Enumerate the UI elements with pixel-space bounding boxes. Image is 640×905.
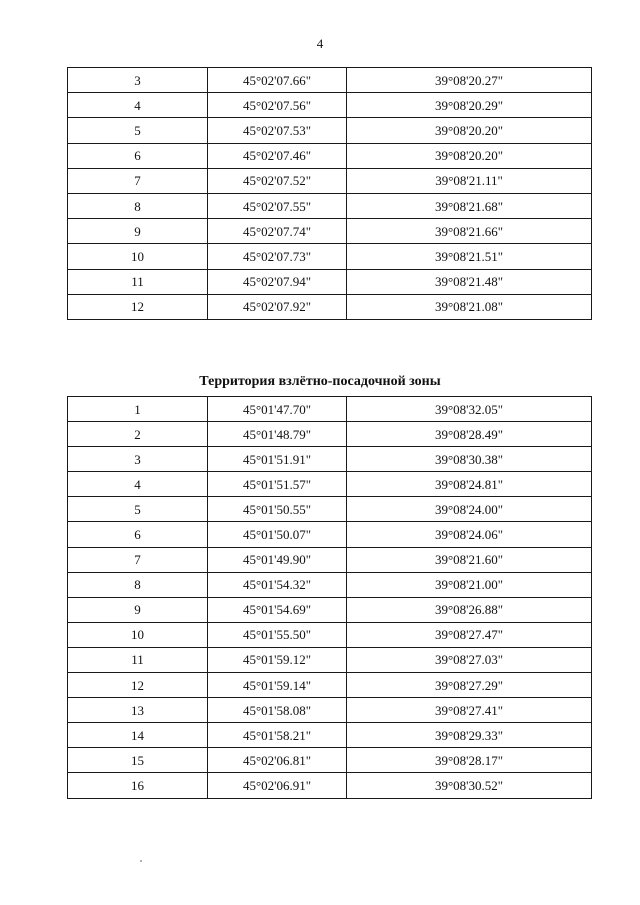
- scan-speck: [140, 860, 142, 862]
- latitude-cell: 45°01'48.79": [208, 422, 347, 447]
- point-number-cell: 5: [68, 497, 208, 522]
- point-number-cell: 5: [68, 118, 208, 143]
- point-number-cell: 13: [68, 698, 208, 723]
- table-row: [68, 143, 592, 168]
- table-row: [68, 673, 592, 698]
- point-number-cell: 9: [68, 597, 208, 622]
- table-row: [68, 269, 592, 294]
- table-row: [68, 68, 592, 93]
- latitude-cell: 45°02'07.46": [208, 143, 347, 168]
- table-row: [68, 572, 592, 597]
- longitude-cell: 39°08'32.05": [347, 397, 592, 422]
- table-row: [68, 193, 592, 218]
- point-number-cell: 6: [68, 143, 208, 168]
- longitude-cell: 39°08'28.17": [347, 748, 592, 773]
- latitude-cell: 45°01'50.07": [208, 522, 347, 547]
- longitude-cell: 39°08'29.33": [347, 723, 592, 748]
- longitude-cell: 39°08'24.00": [347, 497, 592, 522]
- point-number-cell: 8: [68, 572, 208, 597]
- latitude-cell: 45°02'07.66": [208, 68, 347, 93]
- table-row: [68, 219, 592, 244]
- table-row: [68, 597, 592, 622]
- point-number-cell: 4: [68, 93, 208, 118]
- longitude-cell: 39°08'21.00": [347, 572, 592, 597]
- longitude-cell: 39°08'21.11": [347, 168, 592, 193]
- table-row: [68, 622, 592, 647]
- point-number-cell: 12: [68, 294, 208, 319]
- point-number-cell: 7: [68, 168, 208, 193]
- latitude-cell: 45°02'07.73": [208, 244, 347, 269]
- longitude-cell: 39°08'21.51": [347, 244, 592, 269]
- section-title: Территория взлётно-посадочной зоны: [199, 374, 441, 389]
- table-row: [68, 422, 592, 447]
- longitude-cell: 39°08'27.03": [347, 647, 592, 672]
- latitude-cell: 45°01'55.50": [208, 622, 347, 647]
- table-row: [68, 723, 592, 748]
- point-number-cell: 15: [68, 748, 208, 773]
- longitude-cell: 39°08'21.48": [347, 269, 592, 294]
- point-number-cell: 3: [68, 447, 208, 472]
- coordinates-table-2-body: [68, 397, 592, 799]
- latitude-cell: 45°01'49.90": [208, 547, 347, 572]
- longitude-cell: 39°08'30.38": [347, 447, 592, 472]
- longitude-cell: 39°08'21.60": [347, 547, 592, 572]
- longitude-cell: 39°08'20.20": [347, 118, 592, 143]
- latitude-cell: 45°01'51.57": [208, 472, 347, 497]
- point-number-cell: 16: [68, 773, 208, 798]
- latitude-cell: 45°02'07.94": [208, 269, 347, 294]
- point-number-cell: 10: [68, 244, 208, 269]
- longitude-cell: 39°08'28.49": [347, 422, 592, 447]
- longitude-cell: 39°08'21.08": [347, 294, 592, 319]
- point-number-cell: 14: [68, 723, 208, 748]
- table-row: [68, 118, 592, 143]
- point-number-cell: 10: [68, 622, 208, 647]
- longitude-cell: 39°08'30.52": [347, 773, 592, 798]
- coordinates-table-1-body: [68, 68, 592, 320]
- table-row: [68, 244, 592, 269]
- latitude-cell: 45°02'07.56": [208, 93, 347, 118]
- latitude-cell: 45°02'07.74": [208, 219, 347, 244]
- point-number-cell: 11: [68, 647, 208, 672]
- longitude-cell: 39°08'20.20": [347, 143, 592, 168]
- longitude-cell: 39°08'21.68": [347, 193, 592, 218]
- point-number-cell: 2: [68, 422, 208, 447]
- latitude-cell: 45°02'07.92": [208, 294, 347, 319]
- table-row: [68, 748, 592, 773]
- point-number-cell: 7: [68, 547, 208, 572]
- point-number-cell: 8: [68, 193, 208, 218]
- table-row: [68, 294, 592, 319]
- longitude-cell: 39°08'26.88": [347, 597, 592, 622]
- table-row: [68, 472, 592, 497]
- latitude-cell: 45°01'58.21": [208, 723, 347, 748]
- latitude-cell: 45°01'50.55": [208, 497, 347, 522]
- latitude-cell: 45°02'06.81": [208, 748, 347, 773]
- point-number-cell: 3: [68, 68, 208, 93]
- point-number-cell: 11: [68, 269, 208, 294]
- table-row: [68, 773, 592, 798]
- latitude-cell: 45°01'58.08": [208, 698, 347, 723]
- table-row: [68, 647, 592, 672]
- table-row: [68, 497, 592, 522]
- table-row: [68, 522, 592, 547]
- latitude-cell: 45°01'54.69": [208, 597, 347, 622]
- longitude-cell: 39°08'27.47": [347, 622, 592, 647]
- latitude-cell: 45°01'59.14": [208, 673, 347, 698]
- table-row: [68, 93, 592, 118]
- latitude-cell: 45°01'59.12": [208, 647, 347, 672]
- latitude-cell: 45°02'06.91": [208, 773, 347, 798]
- coordinates-table-2: [67, 396, 592, 799]
- longitude-cell: 39°08'27.41": [347, 698, 592, 723]
- point-number-cell: 9: [68, 219, 208, 244]
- point-number-cell: 6: [68, 522, 208, 547]
- longitude-cell: 39°08'24.81": [347, 472, 592, 497]
- point-number-cell: 1: [68, 397, 208, 422]
- table-row: [68, 397, 592, 422]
- page-number: 4: [316, 36, 324, 51]
- latitude-cell: 45°01'47.70": [208, 397, 347, 422]
- latitude-cell: 45°01'51.91": [208, 447, 347, 472]
- longitude-cell: 39°08'21.66": [347, 219, 592, 244]
- point-number-cell: 12: [68, 673, 208, 698]
- table-row: [68, 447, 592, 472]
- point-number-cell: 4: [68, 472, 208, 497]
- table-row: [68, 547, 592, 572]
- latitude-cell: 45°02'07.52": [208, 168, 347, 193]
- longitude-cell: 39°08'20.29": [347, 93, 592, 118]
- longitude-cell: 39°08'20.27": [347, 68, 592, 93]
- table-row: [68, 168, 592, 193]
- longitude-cell: 39°08'27.29": [347, 673, 592, 698]
- latitude-cell: 45°01'54.32": [208, 572, 347, 597]
- longitude-cell: 39°08'24.06": [347, 522, 592, 547]
- latitude-cell: 45°02'07.53": [208, 118, 347, 143]
- table-row: [68, 698, 592, 723]
- latitude-cell: 45°02'07.55": [208, 193, 347, 218]
- coordinates-table-1: [67, 67, 592, 320]
